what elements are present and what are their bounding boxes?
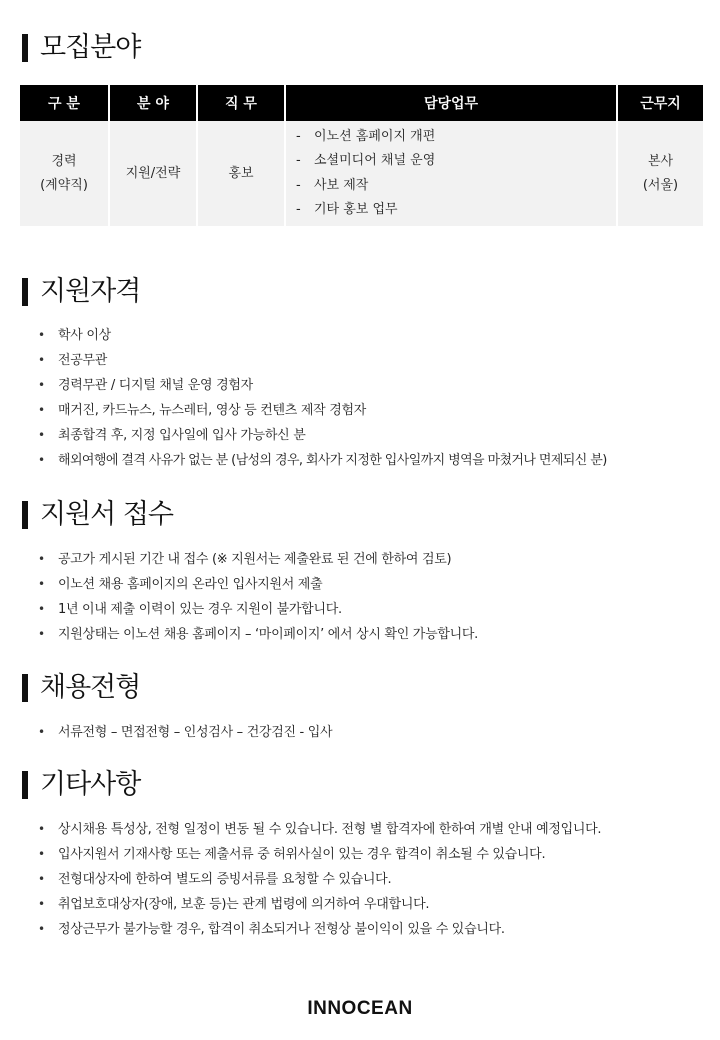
section-heading: 모집분야	[40, 32, 141, 63]
header-duties: 담당업무	[286, 85, 616, 121]
dash-marker: -	[296, 128, 301, 144]
dash-marker: -	[296, 177, 301, 193]
innocean-logo: INNOCEAN	[307, 998, 413, 1019]
section-marker	[22, 34, 28, 62]
list-item-text: 경력무관 / 디지털 채널 운영 경험자	[58, 378, 253, 393]
list-item-text: 서류전형 – 면접전형 – 인성검사 – 건강검진 - 입사	[58, 725, 333, 740]
section-heading: 기타사항	[40, 769, 141, 800]
list-item	[38, 892, 708, 917]
list-item-text: 최종합격 후, 지정 입사일에 입사 가능하신 분	[58, 428, 306, 443]
duty-text: 사보 제작	[314, 177, 369, 193]
list-item-text: 해외여행에 결격 사유가 없는 분 (남성의 경우, 회사가 지정한 입사일까지 병역을 마쳤거나 면제되신 분)	[58, 453, 607, 468]
list-item	[38, 817, 708, 842]
table-row	[20, 121, 703, 226]
section-title-etc	[22, 770, 140, 800]
list-item	[38, 917, 708, 942]
list-item	[38, 572, 708, 597]
section-heading: 채용전형	[40, 672, 141, 703]
cell-field: 지원/전략	[110, 121, 196, 226]
duty-text: 기타 홍보 업무	[314, 202, 398, 217]
header-location: 근무지	[618, 85, 703, 121]
bullet-marker: •	[38, 897, 45, 911]
dash-marker: -	[296, 153, 301, 168]
list-item	[38, 373, 708, 398]
process-list	[38, 720, 708, 745]
bullet-marker: •	[38, 822, 45, 836]
bullet-marker: •	[38, 428, 45, 442]
list-item-text: 공고가 게시된 기간 내 접수 (※ 지원서는 제출완료 된 건에 한하여 검토)	[58, 552, 452, 567]
bullet-marker: •	[38, 602, 45, 616]
duty-text: 이노션 홈페이지 개편	[314, 128, 436, 144]
bullet-marker: •	[38, 552, 45, 566]
bullet-marker: •	[38, 847, 45, 861]
list-item	[38, 547, 708, 572]
bullet-marker: •	[38, 577, 45, 591]
list-item-text: 1년 이내 제출 이력이 있는 경우 지원이 불가합니다.	[58, 602, 342, 617]
section-marker	[22, 278, 28, 306]
header-category: 구 분	[20, 85, 108, 121]
duty-item	[296, 149, 616, 174]
section-marker	[22, 501, 28, 529]
list-item	[38, 720, 708, 745]
duty-text: 소셜미디어 채널 운영	[314, 153, 436, 168]
cell-duties	[286, 121, 616, 226]
bullet-marker: •	[38, 872, 45, 886]
section-heading: 지원서 접수	[40, 499, 173, 530]
bullet-marker: •	[38, 627, 45, 641]
list-item-text: 전형대상자에 한하여 별도의 증빙서류를 요청할 수 있습니다.	[58, 872, 392, 887]
list-item	[38, 622, 708, 647]
section-heading: 지원자격	[40, 276, 141, 307]
list-item-text: 지원상태는 이노션 채용 홈페이지 – ‘마이페이지’ 에서 상시 확인 가능합니다.	[58, 627, 478, 642]
section-title-field	[22, 33, 140, 63]
bullet-marker: •	[38, 403, 45, 417]
bullet-marker: •	[38, 353, 45, 367]
list-item-text: 학사 이상	[58, 328, 111, 343]
list-item	[38, 323, 708, 348]
section-title-qualification	[22, 277, 140, 307]
section-marker	[22, 674, 28, 702]
table-header-row	[20, 85, 703, 121]
bullet-marker: •	[38, 922, 45, 936]
section-title-process	[22, 673, 140, 703]
list-item	[38, 597, 708, 622]
duty-item	[296, 125, 616, 150]
list-item-text: 이노션 채용 홈페이지의 온라인 입사지원서 제출	[58, 577, 323, 592]
list-item-text: 매거진, 카드뉴스, 뉴스레터, 영상 등 컨텐츠 제작 경험자	[58, 403, 366, 418]
list-item-text: 전공무관	[58, 353, 108, 368]
recruitment-table	[18, 85, 705, 226]
location-line-2: (서울)	[642, 177, 679, 193]
list-item	[38, 448, 708, 473]
bullet-marker: •	[38, 378, 45, 392]
list-item	[38, 398, 708, 423]
category-line-2: (계약직)	[40, 177, 88, 193]
duty-item	[296, 198, 616, 223]
bullet-marker: •	[38, 725, 45, 739]
section-title-application	[22, 500, 173, 530]
cell-category	[20, 121, 108, 226]
header-field: 분 야	[110, 85, 196, 121]
qualification-list	[38, 323, 708, 473]
cell-job: 홍보	[198, 121, 284, 226]
list-item-text: 입사지원서 기재사항 또는 제출서류 중 허위사실이 있는 경우 합격이 취소될 수 있습니다.	[58, 847, 546, 862]
list-item	[38, 867, 708, 892]
dash-marker: -	[296, 202, 301, 217]
cell-location	[618, 121, 703, 226]
list-item-text: 정상근무가 불가능할 경우, 합격이 취소되거나 전형상 불이익이 있을 수 있습니다.	[58, 922, 505, 937]
bullet-marker: •	[38, 328, 45, 342]
list-item-text: 상시채용 특성상, 전형 일정이 변동 될 수 있습니다. 전형 별 합격자에 한하여 개별 안내 예정입니다.	[58, 822, 602, 837]
section-marker	[22, 771, 28, 799]
etc-list	[38, 817, 708, 942]
category-line-1: 경력	[51, 153, 77, 169]
bullet-marker: •	[38, 453, 45, 467]
list-item	[38, 842, 708, 867]
location-line-1: 본사	[647, 153, 674, 169]
list-item	[38, 423, 708, 448]
list-item-text: 취업보호대상자(장애, 보훈 등)는 관계 법령에 의거하여 우대합니다.	[58, 897, 430, 912]
list-item	[38, 348, 708, 373]
application-list	[38, 547, 708, 647]
duty-item	[296, 174, 616, 199]
header-job: 직 무	[198, 85, 284, 121]
